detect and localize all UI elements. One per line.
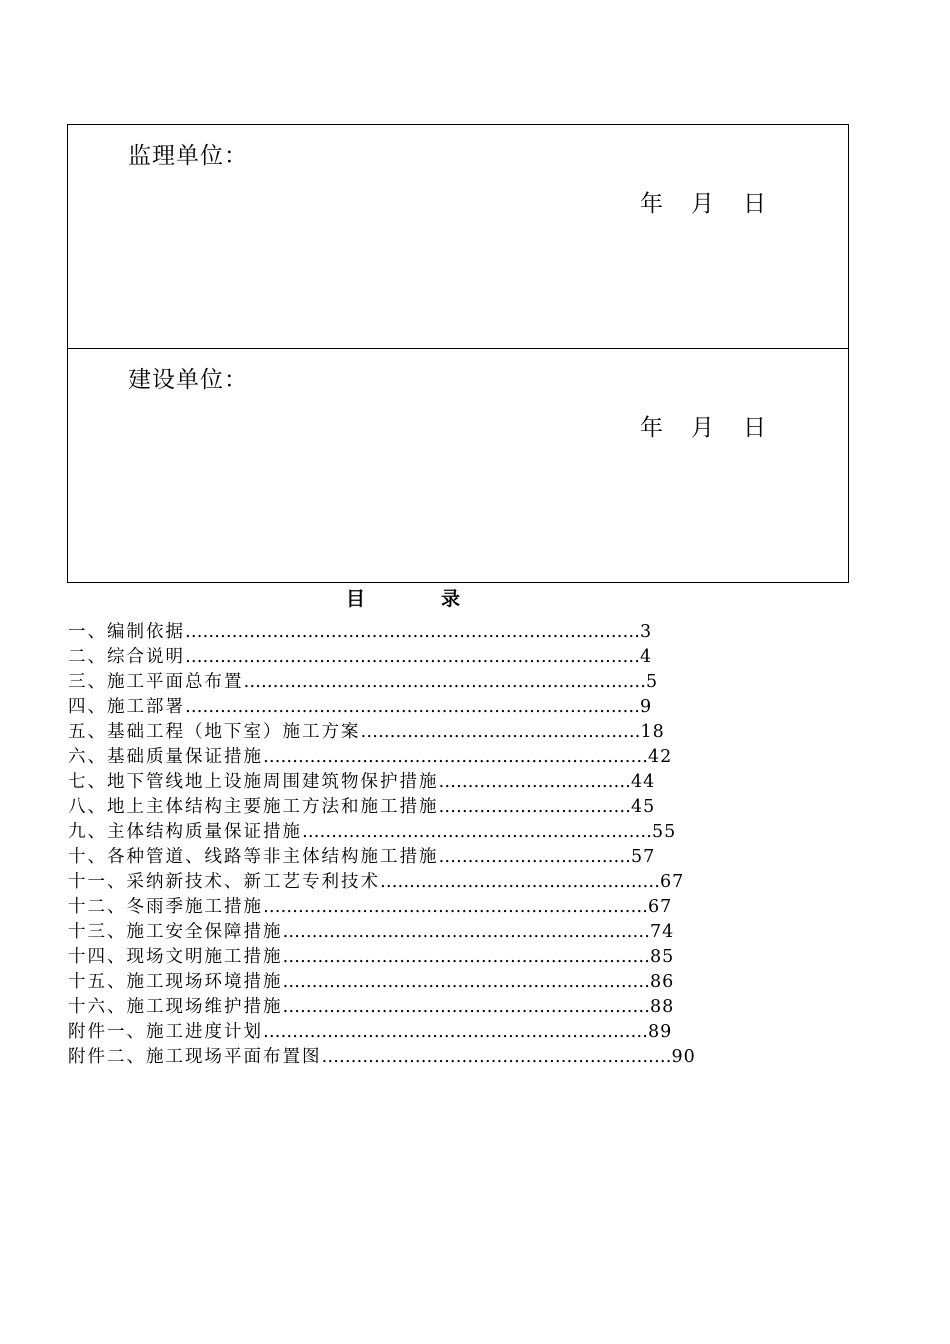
toc-entry[interactable] [68, 945, 808, 970]
toc-entry-leader-dots: ………………………………………………………… [263, 897, 648, 917]
toc-entry-leader-dots: …………………………… [438, 797, 631, 817]
date-month-label: 月 [691, 415, 714, 441]
toc-entry-page-number: 85 [650, 947, 675, 967]
toc-entry-leader-dots: …………………………… [438, 772, 631, 792]
toc-entry-page-number: 57 [631, 847, 656, 867]
toc-entry-page-number: 67 [660, 872, 685, 892]
toc-entry-leader-dots: …………………………………………………………………… [185, 697, 640, 717]
toc-entry[interactable] [68, 645, 808, 670]
owner-sign-cell [68, 349, 848, 582]
toc-entry-page-number: 42 [648, 747, 673, 767]
date-day-label: 日 [743, 415, 766, 441]
toc-entry-title: 十一、采纳新技术、新工艺专利技术 [68, 872, 380, 892]
toc-entry[interactable] [68, 795, 808, 820]
toc-entry-title: 七、地下管线地上设施周围建筑物保护措施 [68, 772, 439, 792]
date-year-label: 年 [640, 191, 663, 217]
toc-entry-title: 附件一、施工进度计划 [68, 1022, 263, 1042]
toc-entry-page-number: 44 [631, 772, 656, 792]
toc-entry-title: 十四、现场文明施工措施 [68, 947, 283, 967]
toc-entry-title: 四、施工部署 [68, 697, 185, 717]
toc-entry[interactable] [68, 820, 808, 845]
toc-entry-leader-dots: ……………………………………………………… [282, 922, 650, 942]
toc-entry[interactable] [68, 1020, 808, 1045]
toc-entry-title: 十二、冬雨季施工措施 [68, 897, 263, 917]
toc-entry-page-number: 90 [671, 1047, 696, 1067]
toc-entry[interactable] [68, 620, 808, 645]
toc-entry[interactable] [68, 920, 808, 945]
date-month-label: 月 [691, 191, 714, 217]
toc-heading-left: 目 [346, 588, 366, 610]
toc-entry-page-number: 9 [640, 697, 653, 717]
toc-entry-leader-dots: ……………………………………………………… [282, 997, 650, 1017]
toc-entry-leader-dots: ………………………………………… [360, 722, 641, 742]
toc-entry-page-number: 5 [646, 672, 659, 692]
toc-entry-title: 附件二、施工现场平面布置图 [68, 1047, 322, 1067]
toc-entry-title: 九、主体结构质量保证措施 [68, 822, 302, 842]
toc-entry-leader-dots: ……………………………………………………… [282, 947, 650, 967]
toc-entry-page-number: 67 [648, 897, 673, 917]
toc-entry-page-number: 18 [640, 722, 665, 742]
toc-heading [346, 584, 460, 611]
signature-table [67, 124, 849, 583]
toc-entry-page-number: 55 [652, 822, 677, 842]
toc-entry-leader-dots: ………………………………………………………… [263, 1022, 648, 1042]
toc-entry[interactable] [68, 720, 808, 745]
toc-entry[interactable] [68, 870, 808, 895]
toc-entry-leader-dots: …………………………………………………………… [243, 672, 646, 692]
toc-entry[interactable] [68, 670, 808, 695]
toc-entry-leader-dots: …………………………………………………………………… [185, 647, 640, 667]
supervisor-date-line [640, 185, 766, 218]
toc-entry-page-number: 88 [650, 997, 675, 1017]
supervisor-sign-cell [68, 125, 848, 349]
toc-entry-leader-dots: …………………………………………………… [321, 1047, 672, 1067]
toc-entry-page-number: 89 [648, 1022, 673, 1042]
toc-entry-title: 八、地上主体结构主要施工方法和施工措施 [68, 797, 439, 817]
owner-unit-label: 建设单位： [128, 367, 248, 393]
toc-entry-title: 十六、施工现场维护措施 [68, 997, 283, 1017]
toc-heading-right: 录 [441, 588, 461, 610]
toc-entry-title: 三、施工平面总布置 [68, 672, 244, 692]
toc-entry-title: 五、基础工程（地下室）施工方案 [68, 722, 361, 742]
toc-entry-title: 六、基础质量保证措施 [68, 747, 263, 767]
toc-entry[interactable] [68, 695, 808, 720]
table-of-contents [68, 620, 808, 1070]
toc-entry[interactable] [68, 995, 808, 1020]
date-year-label: 年 [640, 415, 663, 441]
toc-entry-title: 十、各种管道、线路等非主体结构施工措施 [68, 847, 439, 867]
toc-entry-title: 一、编制依据 [68, 622, 185, 642]
toc-entry-page-number: 74 [650, 922, 675, 942]
toc-entry[interactable] [68, 970, 808, 995]
toc-entry-title: 十五、施工现场环境措施 [68, 972, 283, 992]
toc-entry[interactable] [68, 1045, 808, 1070]
toc-entry-leader-dots: …………………………………………………………………… [185, 622, 640, 642]
supervisor-unit-label: 监理单位： [128, 143, 248, 169]
toc-entry-leader-dots: …………………………… [438, 847, 631, 867]
toc-entry[interactable] [68, 845, 808, 870]
toc-entry-leader-dots: ……………………………………………………… [282, 972, 650, 992]
toc-entry-page-number: 86 [650, 972, 675, 992]
date-day-label: 日 [743, 191, 766, 217]
toc-entry-leader-dots: ………………………………………… [380, 872, 660, 892]
toc-entry[interactable] [68, 770, 808, 795]
toc-entry[interactable] [68, 745, 808, 770]
toc-entry-page-number: 4 [640, 647, 653, 667]
toc-entry-title: 二、综合说明 [68, 647, 185, 667]
toc-entry-page-number: 3 [640, 622, 653, 642]
toc-entry-title: 十三、施工安全保障措施 [68, 922, 283, 942]
owner-date-line [640, 409, 766, 442]
toc-entry[interactable] [68, 895, 808, 920]
toc-entry-leader-dots: ………………………………………………………… [263, 747, 648, 767]
toc-entry-page-number: 45 [631, 797, 656, 817]
toc-entry-leader-dots: …………………………………………………… [302, 822, 652, 842]
